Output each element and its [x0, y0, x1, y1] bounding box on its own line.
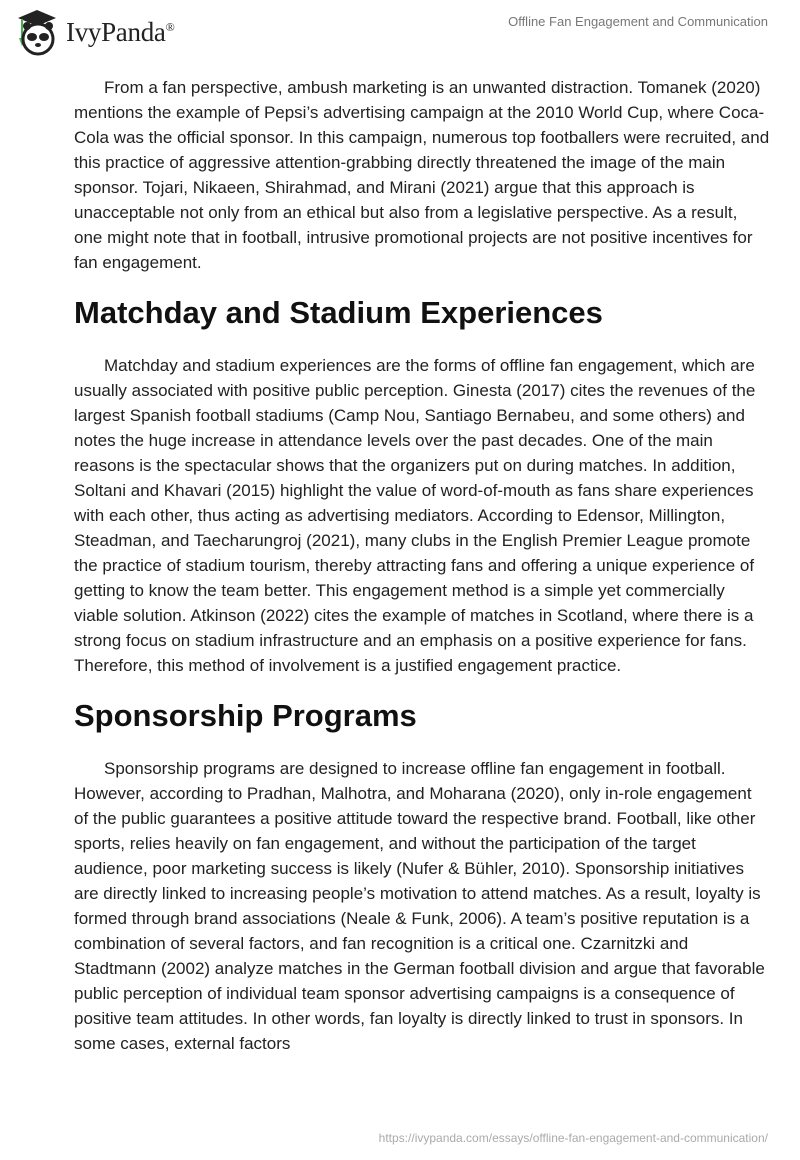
brand-name: IvyPanda®: [66, 16, 175, 47]
document-title: Offline Fan Engagement and Communication: [508, 14, 768, 29]
section-heading: Matchday and Stadium Experiences: [74, 295, 603, 330]
paragraph: Matchday and stadium experiences are the forms of offline fan engagement, which are usually associated with positive public perception. Ginesta (2017) cites the revenues of the largest Spanish football stadiums (Camp Nou, Santiago Bernabeu, and some others) and notes the huge increase in attendance levels over the past decades. One of the main reasons is the spectacular shows that the organizers put on during matches. In addition, Soltani and Khavari (2015) highlight the value of word-of-mouth as fans share experiences with each other, thus acting as advertising mediators. According to Edensor, Millington, Steadman, and Taecharungroj (2021), many clubs in the English Premier League promote the practice of stadium tourism, thereby attracting fans and offering a unique experience of getting to know the team better. This engagement method is a simple yet commercially viable solution. Atkinson (2022) cites the example of matches in Scotland, where there is a strong focus on stadium infrastructure and an emphasis on a positive experience for fans. Therefore, this method of involvement is a justified engagement practice.: [74, 356, 756, 675]
panda-graduate-icon: [12, 8, 62, 56]
footer-url-link[interactable]: https://ivypanda.com/essays/offline-fan-engagement-and-communication/: [378, 1131, 768, 1145]
paragraph: From a fan perspective, ambush marketing is an unwanted distraction. Tomanek (2020) mentions the example of Pepsi’s advertising campaign at the 2010 World Cup, where Coca-Cola was the official sponsor. In this campaign, numerous top footballers were recruited, and this practice of aggressive attention-grabbing directly threatened the image of the main sponsor. Tojari, Nikaeen, Shirahmad, and Mirani (2021) argue that this approach is unacceptable not only from an ethical but also from a legislative perspective. As a result, one might note that in football, intrusive promotional projects are not positive incentives for fan engagement.: [74, 78, 770, 272]
section-heading: Sponsorship Programs: [74, 698, 417, 733]
paragraph: Sponsorship programs are designed to increase offline fan engagement in football. However, according to Pradhan, Malhotra, and Moharana (2020), only in-role engagement of the public guarantees a positive attitude toward the respective brand. Football, like other sports, relies heavily on fan engagement, and without the participation of the target audience, poor marketing success is likely (Nufer & Bühler, 2010). Sponsorship initiatives are directly linked to increasing people’s motivation to attend matches. As a result, loyalty is formed through brand associations (Neale & Funk, 2006). A team’s positive reputation is a combination of several factors, and fan recognition is a critical one. Czarnitzki and Stadtmann (2002) analyze matches in the German football division and argue that favorable public perception of individual team sponsor advertising campaigns is a consequence of positive team attitudes. In other words, fan loyalty is directly linked to trust in sponsors. In some cases, external factors: [74, 759, 765, 1053]
essay-body: [74, 75, 770, 1056]
ivypanda-logo[interactable]: [12, 8, 174, 56]
